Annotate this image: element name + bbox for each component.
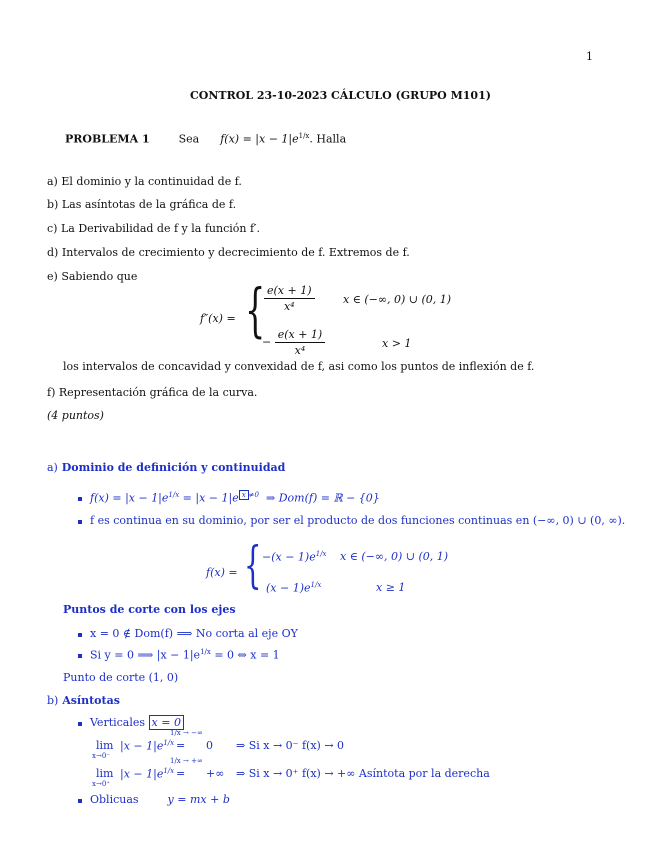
limit-2-over: 1/x → +∞ [170, 757, 203, 765]
piecewise-lhs: f(x) = [206, 566, 238, 579]
section-title: Asíntotas [62, 694, 120, 707]
item-text: Las asíntotas de la gráfica de f. [61, 198, 237, 211]
page-title: CONTROL 23-10-2023 CÁLCULO (GRUPO M101) [190, 89, 491, 102]
limit-1 [96, 739, 113, 752]
cuts-heading: Puntos de corte con los ejes [63, 603, 236, 616]
domain-boxed-x: x [239, 490, 249, 500]
domain-expr-1: f(x) = |x − 1|e [90, 491, 169, 505]
cut-bullet-2: Si y = 0 ⟹ $|x - 1|e^{1/x} = 0$ ⇔ x = 1 [90, 648, 280, 662]
limit-1-result: 0 [206, 739, 213, 752]
points-note: (4 puntos) [47, 409, 104, 422]
oblique-equation: y = mx + b [167, 793, 230, 806]
case-1-condition: x ∈ (−∞, 0) ∪ (0, 1) [343, 293, 452, 306]
case-2-numerator: e(x + 1) [277, 328, 323, 341]
piece-1-expr: −(x − 1)e [262, 550, 316, 564]
limit-1-sub: x→0⁻ [92, 752, 110, 760]
continuity-bullet: f es continua en su dominio, por ser el producto de dos funciones continuas en (−∞, 0) ∪ (0, ∞). [90, 514, 626, 527]
case-2-fraction [262, 328, 325, 357]
list-item [47, 222, 260, 235]
second-derivative-lhs: f″(x) = [200, 312, 236, 325]
vertical-boxed: x = 0 [149, 715, 184, 730]
left-brace: { [244, 536, 262, 594]
case-1-numerator: e(x + 1) [267, 284, 312, 297]
vertical-asymptote-label [90, 716, 184, 729]
domain-result: ⇒ Dom(f) = ℝ − {0} [266, 491, 380, 505]
piece-2-expr: (x − 1)e [266, 581, 311, 595]
domain-bullet: $f(x) = |x - 1|e^{1/x} = |x - 1|e$ $^{x \ne 0}$ ⇒ Dom(f) = ℝ − {0} [90, 491, 380, 505]
problem-exponent: 1/x [298, 132, 310, 140]
domain-ne-zero: ≠0 [248, 491, 259, 499]
limit-1-tail: ⇒ Si x → 0⁻ f(x) → 0 [236, 739, 345, 752]
cut-point: Punto de corte (1, 0) [63, 671, 179, 684]
bullet-icon [78, 497, 82, 501]
limit-1-base: |x − 1|e [120, 739, 164, 753]
item-letter: f) [47, 386, 56, 399]
lim-word: lim [96, 739, 114, 752]
bullet-icon [78, 654, 82, 658]
bullet-icon [78, 633, 82, 637]
piece-2: $(x - 1)e^{1/x}$ [266, 581, 322, 595]
case-2-sign: − [262, 335, 272, 349]
bullet-icon [78, 722, 82, 726]
left-brace: { [245, 276, 266, 344]
concavity-text: los intervalos de concavidad y convexidad de f, asi como los puntos de inflexión de f. [63, 360, 535, 373]
piece-2-condition: x ≥ 1 [376, 581, 406, 594]
problem-function: f(x) = |x − 1|e [220, 132, 299, 146]
list-item [47, 198, 236, 211]
item-text: Representación gráfica de la curva. [58, 386, 258, 399]
bullet-icon [78, 520, 82, 524]
section-letter: a) [47, 461, 58, 474]
item-letter: b) [47, 198, 59, 211]
section-a-heading [47, 461, 285, 474]
cut-2-post: = 0 ⇔ x = 1 [210, 648, 280, 662]
limit-2-equals: = [176, 767, 186, 780]
lim-word: lim [96, 767, 114, 780]
vertical-label: Verticales [90, 716, 146, 729]
piece-1: $-(x - 1)e^{1/x}$ [262, 550, 327, 564]
problem-statement [65, 132, 346, 146]
limit-1-over: 1/x → −∞ [170, 729, 203, 737]
list-item [47, 175, 242, 188]
piece-1-condition: x ∈ (−∞, 0) ∪ (0, 1) [340, 550, 449, 563]
item-letter: e) [47, 270, 58, 283]
section-title: Dominio de definición y continuidad [61, 461, 286, 474]
item-letter: c) [47, 222, 58, 235]
item-text: Intervalos de crecimiento y decrecimiento de f. Extremos de f. [61, 246, 410, 259]
domain-expr-2: = |x − 1|e [179, 491, 239, 505]
limit-2 [96, 767, 113, 780]
item-text: El dominio y la continuidad de f. [61, 175, 242, 188]
list-item [47, 270, 137, 283]
section-letter: b) [47, 694, 59, 707]
oblique-label: Oblicuas [90, 793, 139, 806]
halla-word: . Halla [309, 132, 347, 146]
list-item [47, 246, 410, 259]
item-text: La Derivabilidad de f y la función f′. [60, 222, 261, 235]
cut-2-pre: Si y = 0 ⟹ |x − 1|e [90, 648, 201, 662]
case-1-denominator: x⁴ [283, 300, 295, 313]
item-letter: a) [47, 175, 58, 188]
case-2-denominator: x⁴ [294, 344, 306, 357]
limit-1-expr: $|x - 1|e^{1/x}$ [120, 739, 175, 753]
limit-2-result: +∞ [206, 767, 225, 780]
cut-bullet-1: x = 0 ∉ Dom(f) ⟹ No corta al eje OY [90, 627, 298, 640]
item-letter: d) [47, 246, 59, 259]
bullet-icon [78, 799, 82, 803]
case-2-condition: x > 1 [382, 337, 412, 350]
limit-2-sub: x→0⁺ [92, 780, 110, 788]
problem-label: PROBLEMA 1 [65, 132, 150, 146]
list-item [47, 386, 257, 399]
section-b-heading [47, 694, 120, 707]
limit-2-tail: ⇒ Si x → 0⁺ f(x) → +∞ Asíntota por la derecha [236, 767, 490, 780]
limit-1-equals: = [176, 739, 186, 752]
item-text: Sabiendo que [61, 270, 138, 283]
sea-word: Sea [178, 132, 200, 146]
limit-2-expr: $|x - 1|e^{1/x}$ [120, 767, 175, 781]
limit-2-base: |x − 1|e [120, 767, 164, 781]
page-number: 1 [586, 50, 593, 63]
case-1-fraction [264, 284, 315, 313]
oblique-asymptote [90, 793, 230, 806]
